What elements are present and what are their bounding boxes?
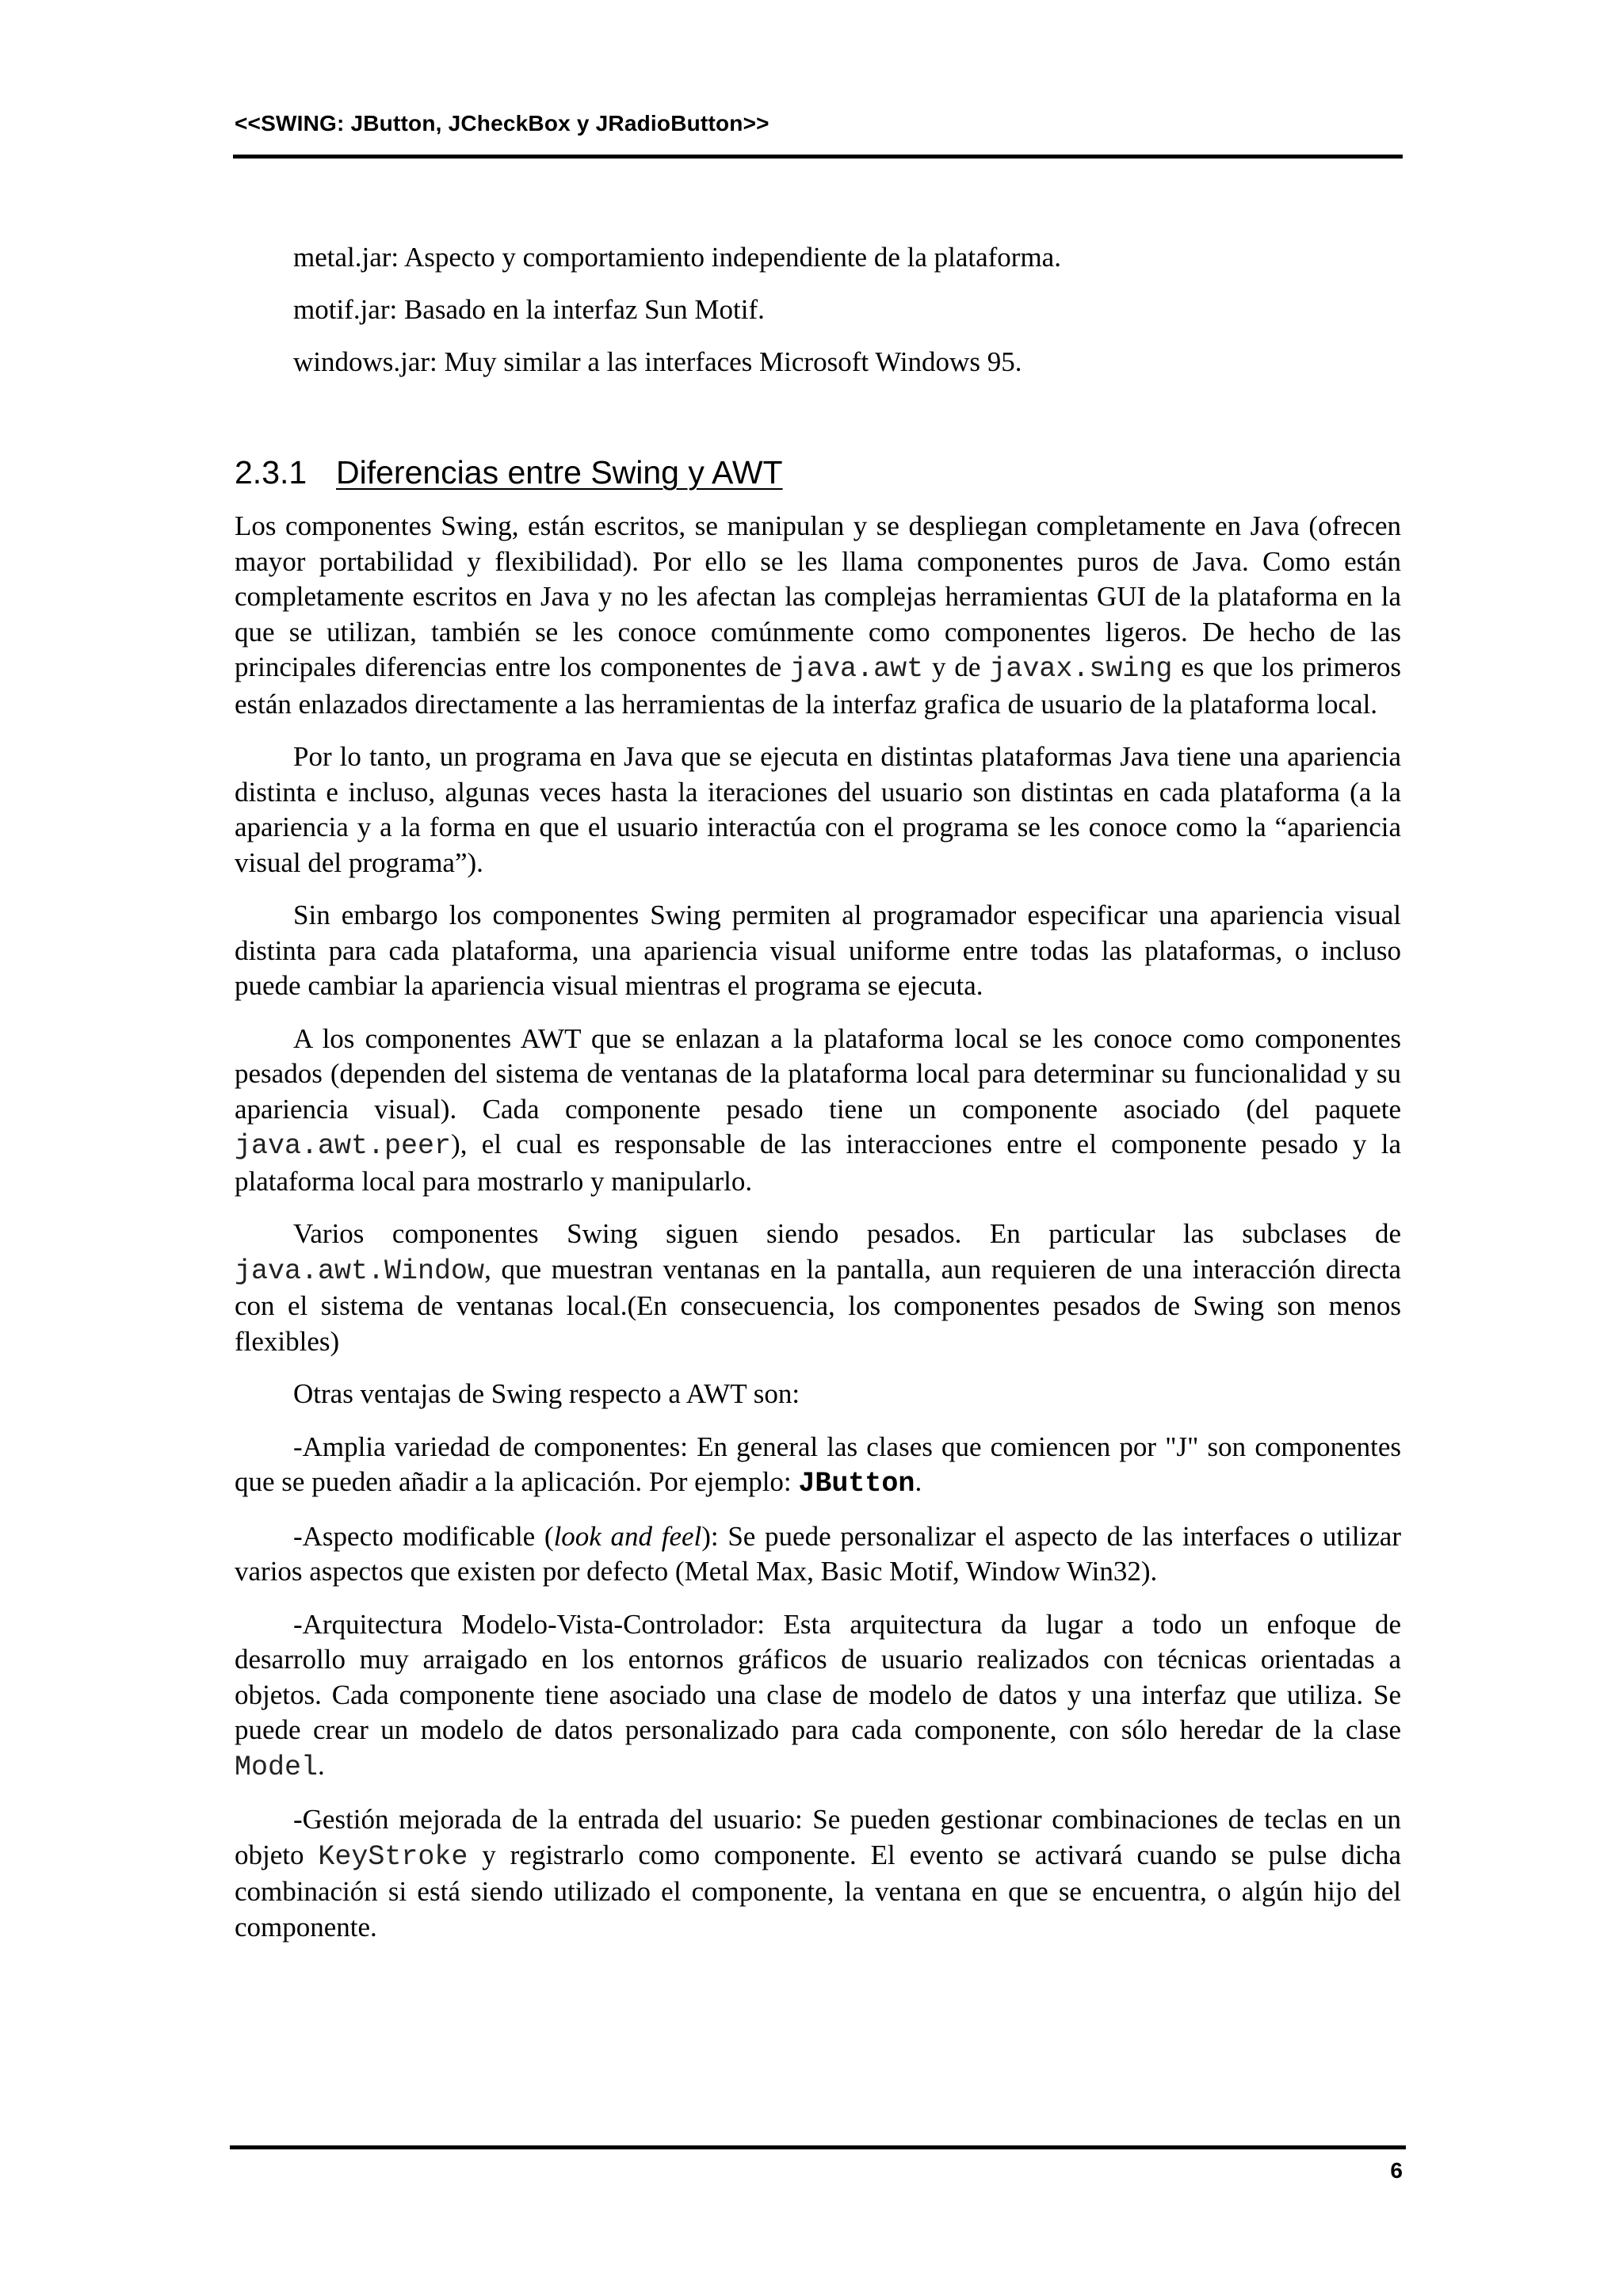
text-run: Los componentes Swing, están escritos, se manipulan y se despliegan completamente en Java (ofrecen mayor portabilidad y flexibilidad). Por ello se les llama componentes puros de Java. Como están completamente escritos en Java y no les afectan las complejas herramientas GUI de la plataforma en la que se utilizan, también se les conoce comúnmente como componentes ligeros. De hecho de las principales diferencias entre los componentes de (235, 510, 1401, 682)
text-run: . (915, 1466, 922, 1497)
text-run: ): Se puede personalizar el aspecto de las interfaces o utilizar varios aspectos que existen por defecto (Metal Max, Basic Motif, Window Win32). (235, 1520, 1401, 1587)
text-run: -Aspecto modificable ( (293, 1520, 554, 1552)
footer-rule (230, 2145, 1406, 2149)
code-keystroke: KeyStroke (318, 1840, 468, 1873)
paragraph (235, 509, 1401, 722)
text-run: . (318, 1749, 325, 1781)
jar-list (293, 231, 1061, 388)
paragraph (235, 1519, 1401, 1590)
paragraph: Sin embargo los componentes Swing permiten al programador especificar una apariencia visual distinta para cada plataforma, una apariencia visual uniforme entre todas las plataformas, o incluso puede cambiar la apariencia visual mientras el programa se ejecuta. (235, 900, 1401, 1001)
code-jbutton: JButton (798, 1468, 915, 1499)
text-run: y de (923, 651, 990, 682)
text-run: -Gestión mejorada de la entrada del usuario: Se pueden gestionar combinaciones de teclas en un objeto (235, 1804, 1401, 1870)
paragraph (235, 1022, 1401, 1200)
paragraph (235, 1802, 1401, 1945)
code-java-awt-peer: java.awt.peer (235, 1130, 452, 1162)
text-run: , que muestran ventanas en la pantalla, aun requieren de una interacción directa con el sistema de ventanas local.(En consecuencia, los componentes pesados de Swing son menos flexibles) (235, 1253, 1401, 1357)
list-item: motif.jar: Basado en la interfaz Sun Motif. (293, 294, 765, 325)
section-title: Diferencias entre Swing y AWT (336, 454, 783, 491)
italic-look-and-feel: look and feel (553, 1520, 702, 1552)
list-item: windows.jar: Muy similar a las interfaces Microsoft Windows 95. (293, 346, 1022, 377)
paragraph (235, 1607, 1401, 1786)
text-run: es que los primeros están enlazados directamente a las herramientas de la interfaz grafica de usuario de la plataforma local. (235, 651, 1401, 720)
code-java-awt: java.awt (790, 653, 924, 685)
text-run: ), el cual es responsable de las interacciones entre el componente pesado y la plataforma local para mostrarlo y manipularlo. (235, 1129, 1401, 1197)
text-run: y registrarlo como componente. El evento se activará cuando se pulse dicha combinación si está siendo utilizado el componente, la ventana en que se encuentra, o algún hijo del componente. (235, 1839, 1401, 1943)
page-number: 6 (1390, 2158, 1403, 2183)
section-heading (235, 454, 783, 491)
code-java-awt-window: java.awt.Window (235, 1255, 485, 1287)
code-javax-swing: javax.swing (989, 653, 1173, 685)
running-header: <<SWING: JButton, JCheckBox y JRadioButton>> (235, 111, 769, 136)
text-run: -Amplia variedad de componentes: En general las clases que comiencen por "J" son componentes que se pueden añadir a la aplicación. Por ejemplo: (235, 1431, 1401, 1497)
paragraph: Por lo tanto, un programa en Java que se ejecuta en distintas plataformas Java tiene una apariencia distinta e incluso, algunas veces hasta la iteraciones del usuario son distintas en cada plataforma (a la apariencia y a la forma en que el usuario interactúa con el programa se les conoce como la “apariencia visual del programa”). (235, 741, 1401, 878)
paragraph (235, 1217, 1401, 1359)
body-text (235, 509, 1401, 1962)
code-model: Model (235, 1751, 319, 1783)
text-run: A los componentes AWT que se enlazan a la plataforma local se les conoce como componentes pesados (dependen del sistema de ventanas de la plataforma local para determinar su funcionalidad y su apariencia visual). Cada componente pesado tiene un componente asociado (del paquete (235, 1022, 1401, 1125)
section-number: 2.3.1 (235, 454, 307, 491)
text-run: -Arquitectura Modelo-Vista-Controlador: Esta arquitectura da lugar a todo un enfoque de desarrollo muy arraigado en los entornos gráficos de usuario realizados con técnicas orientadas a objetos. Cada componente tiene asociado una clase de modelo de datos y una interfaz que utiliza. Se puede crear un modelo de datos personalizado para cada componente, con sólo heredar de la clase (235, 1608, 1401, 1745)
text-run: Varios componentes Swing siguen siendo pesados. En particular las subclases de (293, 1218, 1401, 1249)
list-item: metal.jar: Aspecto y comportamiento independiente de la plataforma. (293, 242, 1061, 273)
paragraph (235, 1430, 1401, 1502)
header-rule (233, 155, 1403, 159)
paragraph: Otras ventajas de Swing respecto a AWT son: (293, 1378, 800, 1409)
